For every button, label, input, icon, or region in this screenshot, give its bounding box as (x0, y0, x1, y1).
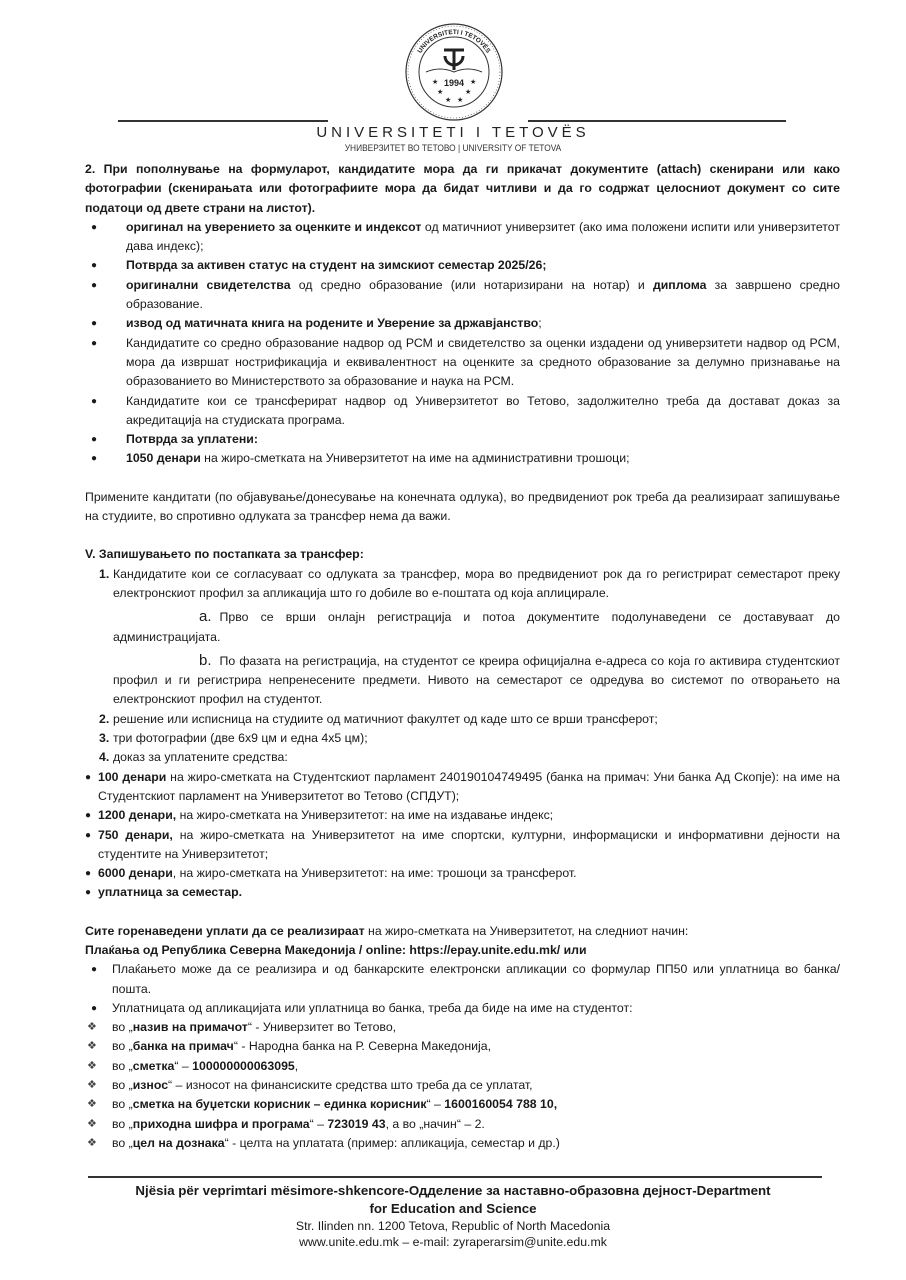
section5-heading: V. Запишувањето по постапката за трансфер: (85, 547, 364, 562)
svg-text:★: ★ (432, 79, 439, 86)
svg-text:★: ★ (470, 79, 477, 86)
list-item: ● извод од матичната книга на родените и Уверение за државјанство; (126, 314, 840, 333)
online-payment-link[interactable]: Плаќања од Република Северна Македонија / online: https://epay.unite.edu.mk/ или (85, 942, 587, 957)
payment-field-item: ❖ во „сметка“ – 100000000063095, (85, 1057, 840, 1076)
section2-intro: 2. При пополнување на формуларот, кандидатите мора да ги прикачат документите (attach) скенирани или како фотографии (скенирањата или фотографиите мора да бидат читливи и да го содржат целосниот документ со сите податоци од двете страни на листот). (85, 162, 840, 215)
list-item: ● оригинални свидетелства од средно образование (или нотаризирани на нотар) и диплома за завршено средно образование. (126, 276, 840, 315)
payment-field-item: ❖ во „износ“ – износот на финансиските средства што треба да се уплатат, (85, 1076, 840, 1095)
svg-text:1994: 1994 (443, 78, 465, 88)
required-documents-list (85, 218, 840, 469)
payment-field-item: ❖ во „банка на примач“ - Народна банка на Р. Северна Македонија, (85, 1037, 840, 1056)
footer (0, 1182, 906, 1250)
step-2: 2. решение или исписница на студиите од матичниот факултет од каде што се врши трансферот; (99, 711, 658, 726)
payment-item: ● 100 денари на жиро-сметката на Студентскиот парламент 240190104749495 (банка на примач: Уни банка Ад Скопје): на име на Студентскиот парламент на Универзитетот во Тетово (СПДУТ); (85, 768, 840, 807)
footer-address: Str. Ilinden nn. 1200 Tetova, Republic of North Macedonia (295, 1219, 611, 1233)
payment-field-item: ❖ во „сметка на буџетски корисник – единка корисник“ – 1600160054 788 10, (85, 1095, 840, 1114)
svg-text:★: ★ (437, 89, 444, 96)
svg-text:★: ★ (445, 97, 452, 104)
header-rule-right (528, 120, 786, 122)
university-subtitle: УНИВЕРЗИТЕТ ВО ТЕТОВО | UNIVERSITY OF TETOVA (344, 143, 562, 154)
payment-item: ● 6000 денари, на жиро-сметката на Универзитетот: на име: трошоци за трансферот. (85, 864, 840, 883)
payment-field-item: ❖ во „приходна шифра и програма“ – 723019 43, а во „начин“ – 2. (85, 1115, 840, 1134)
list-item: ● 1050 денари на жиро-сметката на Универзитетот на име на административни трошоци; (126, 449, 840, 468)
svg-text:★: ★ (465, 89, 472, 96)
list-item: ● Потврда за активен статус на студент на зимскиот семестар 2025/26; (126, 256, 840, 275)
step-1: 1. Кандидатите кои се согласуваат со одлуката за трансфер, мора во предвидениот рок да го регистрират семестарот преку електронскиот профил за апликација што го добиле во е-поштата од која аплицирале. (99, 566, 840, 600)
payment-instructions: Сите горенаведени уплати да се реализираат на жиро-сметката на Универзитетот, на следниот начин: (85, 923, 689, 938)
list-item: ● Потврда за уплатени: (126, 430, 840, 449)
step-1a: a. Прво се врши онлајн регистрација и потоа документите подолунаведени се доставуваат до администрацијата. (113, 608, 840, 644)
step-1b: b. По фазата на регистрација, на студентот се креира официјална е-адреса со која го активира студентскиот профил и ги регистрира непренесените предмети. Нивото на семестарот се одредува во системот по отворањето на електронскиот профил на студентот. (113, 651, 840, 707)
list-item: ● Кандидатите со средно образование надвор од РСМ и свидетелство за оценки издадени од универзитети надвор од РСМ, мора да извршат нострификација и еквивалентност на оценките за средното образование за делумно признавање на образованието во Министерството за образование и наука на РСМ. (126, 334, 840, 392)
list-item: ● Кандидатите кои се трансферират надвор од Универзитетот во Тетово, задолжително треба да достават доказ за акредитација на студиската програма. (126, 392, 840, 431)
payment-method-item: ● Уплатницата од апликацијата или уплатница во банка, треба да биде на име на студентот: (85, 999, 840, 1018)
payment-field-item: ❖ во „назив на примачот“ - Универзитет во Тетово, (85, 1018, 840, 1037)
payment-item: ● 1200 денари, на жиро-сметката на Универзитетот: на име на издавање индекс; (85, 806, 840, 825)
university-seal-icon (404, 22, 504, 122)
step-3: 3. три фотографии (две 6x9 цм и една 4x5 цм); (99, 731, 368, 746)
document-body (85, 160, 840, 1153)
svg-text:★: ★ (457, 97, 464, 104)
list-item: ● оригинал на уверението за оценките и индексот од матичниот универзитет (ако има положени испити или универзитетот дава индекс); (126, 218, 840, 257)
header-rule-left (118, 120, 328, 122)
payment-item: ● уплатница за семестар. (85, 883, 840, 902)
footer-contact[interactable]: www.unite.edu.mk – e-mail: zyraperarsim@unite.edu.mk (299, 1235, 607, 1249)
payment-field-item: ❖ во „цел на дознака“ - целта на уплатата (пример: апликација, семестар и др.) (85, 1134, 840, 1153)
step-4: 4. доказ за уплатените средства: (99, 750, 288, 765)
svg-text:UNIVERSITETI I TETOVËS: UNIVERSITETI I TETOVËS (416, 28, 492, 55)
footer-department-cont: for Education and Science (369, 1201, 537, 1216)
payment-item: ● 750 денари, на жиро-сметката на Универзитетот на име спортски, културни, информациски и информативни дејности на студентите на Универзитетот; (85, 826, 840, 865)
university-name: UNIVERSITETI I TETOVËS (316, 124, 590, 141)
enrollment-note: Примените кандитати (по објавување/донесување на конечната одлука), во предвидениот рок треба да реализираат запишување на студиите, во спротивно одлуката за трансфер нема да важи. (85, 489, 840, 524)
footer-department: Njësia për veprimtari mësimore-shkencore-Одделение за наставно-образовна дејност-Department (135, 1183, 771, 1198)
payment-method-item: ● Плаќањето може да се реализира и од банкарските електронски апликации со формулар ПП50 или уплатница во банка/пошта. (85, 960, 840, 999)
letterhead (0, 0, 906, 160)
footer-rule (88, 1176, 822, 1178)
